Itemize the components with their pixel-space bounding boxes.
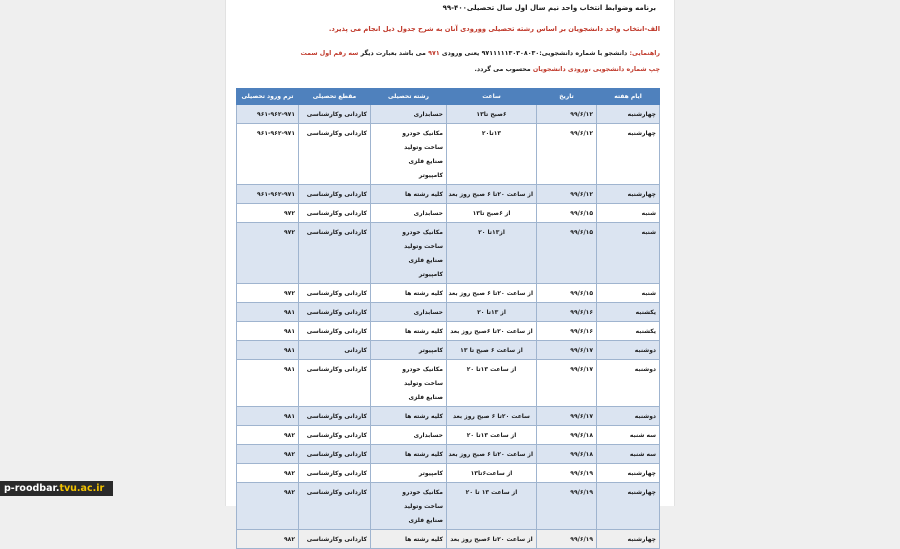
major-line: ساخت وتولید	[404, 243, 443, 250]
table-row	[237, 303, 660, 322]
row-term: ۹۸۲	[237, 530, 299, 549]
document-title: برنامه وضوابط انتخاب واحد نیم سال اول سال تحصیلی۴۰۰-۹۹	[442, 4, 656, 12]
row-date: ۹۹/۶/۱۸	[537, 426, 597, 445]
row-major	[371, 303, 447, 322]
major-line: کلیه رشته ها	[404, 536, 443, 543]
row-day: دوشنبه	[597, 341, 660, 360]
major-line: ساخت وتولید	[404, 503, 443, 510]
row-time: از ۱۳تا ۲۰	[447, 303, 537, 322]
major-line: کامپیوتر	[418, 470, 443, 477]
major-line: حسابداری	[413, 111, 443, 118]
major-line: مکانیک خودرو	[402, 130, 443, 137]
guide-text-1: دانشجو با شماره دانشجویی:۹۷۱۱۱۱۱۳۰۳۰۸۰۳۰ یعنی ورودی	[441, 50, 628, 57]
row-date: ۹۹/۶/۱۹	[537, 464, 597, 483]
major-line: ساخت وتولید	[404, 144, 443, 151]
table-row	[237, 322, 660, 341]
row-major	[371, 445, 447, 464]
row-time: ۶صبح تا۱۳	[447, 105, 537, 124]
row-level: کاردانی وکارشناسی	[299, 303, 371, 322]
row-day: شنبه	[597, 223, 660, 284]
table-row	[237, 464, 660, 483]
row-day: یکشنبه	[597, 322, 660, 341]
row-time: از ساعت۶تا۱۳	[447, 464, 537, 483]
row-date: ۹۹/۶/۱۲	[537, 124, 597, 185]
row-time: از ساعت ۱۳ تا ۲۰	[447, 483, 537, 530]
row-level: کاردانی وکارشناسی	[299, 204, 371, 223]
footer-brand-main: p-roodbar.	[4, 483, 60, 494]
row-level: کاردانی وکارشناسی	[299, 407, 371, 426]
row-term: ۹۷۲	[237, 204, 299, 223]
row-day: شنبه	[597, 284, 660, 303]
guide-highlight-1: ۹۷۱	[428, 50, 440, 57]
row-term: ۹۸۲	[237, 426, 299, 445]
row-date: ۹۹/۶/۱۹	[537, 530, 597, 549]
row-term: ۹۸۱	[237, 341, 299, 360]
guide-label: راهنمایی:	[629, 50, 660, 57]
row-level: کاردانی وکارشناسی	[299, 105, 371, 124]
header-time: ساعت	[447, 89, 537, 105]
row-time: از۱۳تا ۲۰	[447, 223, 537, 284]
table-row	[237, 341, 660, 360]
row-level: کاردانی وکارشناسی	[299, 530, 371, 549]
guide-line-2	[475, 65, 661, 75]
row-time: از ساعت ۱۳تا ۲۰	[447, 426, 537, 445]
row-time: از ساعت ۲۰تا ۶صبح روز بعد	[447, 322, 537, 341]
row-date: ۹۹/۶/۱۵	[537, 204, 597, 223]
table-row	[237, 530, 660, 549]
major-line: مکانیک خودرو	[402, 229, 443, 236]
major-line: کامپیوتر	[418, 172, 443, 179]
row-term: ۹۸۱	[237, 407, 299, 426]
row-major	[371, 483, 447, 530]
row-day: یکشنبه	[597, 303, 660, 322]
major-line: کلیه رشته ها	[404, 191, 443, 198]
major-line: صنایع فلزی	[408, 257, 443, 264]
row-day: چهارشنبه	[597, 483, 660, 530]
row-time: از ساعت ۲۰تا ۶ صبح روز بعد	[447, 284, 537, 303]
row-day: چهارشنبه	[597, 124, 660, 185]
table-row	[237, 124, 660, 185]
row-day: سه شنبه	[597, 426, 660, 445]
row-major	[371, 105, 447, 124]
row-major	[371, 223, 447, 284]
row-time: از ساعت ۶ صبح تا ۱۳	[447, 341, 537, 360]
row-time: از ساعت ۱۳تا ۲۰	[447, 360, 537, 407]
major-line: کامپیوتر	[418, 347, 443, 354]
header-major: رشته تحصیلی	[371, 89, 447, 105]
row-time: از ۶صبح تا۱۳	[447, 204, 537, 223]
section-a-heading: الف-انتخاب واحد دانشجویان بر اساس رشته تحصیلی وورودی آنان به شرح جدول ذیل انجام می پذیرد.	[328, 25, 660, 33]
table-row	[237, 204, 660, 223]
table-row	[237, 185, 660, 204]
row-term: ۹۸۲	[237, 483, 299, 530]
row-level: کاردانی وکارشناسی	[299, 322, 371, 341]
row-major	[371, 360, 447, 407]
major-line: صنایع فلزی	[408, 517, 443, 524]
row-date: ۹۹/۶/۱۷	[537, 341, 597, 360]
major-line: مکانیک خودرو	[402, 366, 443, 373]
major-line: ساخت وتولید	[404, 380, 443, 387]
row-date: ۹۹/۶/۱۹	[537, 483, 597, 530]
row-level: کاردانی وکارشناسی	[299, 284, 371, 303]
row-term: ۹۸۱	[237, 322, 299, 341]
schedule-table	[236, 88, 660, 549]
row-date: ۹۹/۶/۱۵	[537, 284, 597, 303]
row-date: ۹۹/۶/۱۷	[537, 360, 597, 407]
row-date: ۹۹/۶/۱۷	[537, 407, 597, 426]
guide-highlight-3: چپ شماره دانشجویی ،ورودی دانشجویان	[532, 66, 660, 73]
row-major	[371, 530, 447, 549]
row-major	[371, 284, 447, 303]
row-time: ساعت ۲۰تا ۶ صبح روز بعد	[447, 407, 537, 426]
guide-line-1	[300, 49, 660, 59]
major-line: صنایع فلزی	[408, 394, 443, 401]
row-term: ۹۶۱-۹۶۲-۹۷۱	[237, 185, 299, 204]
row-term: ۹۸۱	[237, 360, 299, 407]
schedule-header-row	[237, 89, 660, 105]
row-date: ۹۹/۶/۱۵	[537, 223, 597, 284]
site-footer-badge[interactable]	[0, 481, 113, 496]
guide-highlight-2: سه رقم اول سمت	[300, 50, 359, 57]
row-day: چهارشنبه	[597, 185, 660, 204]
row-day: چهارشنبه	[597, 464, 660, 483]
row-day: شنبه	[597, 204, 660, 223]
table-row	[237, 483, 660, 530]
row-date: ۹۹/۶/۱۲	[537, 105, 597, 124]
row-term: ۹۷۲	[237, 223, 299, 284]
row-date: ۹۹/۶/۱۸	[537, 445, 597, 464]
document-page	[225, 0, 675, 543]
header-level: مقطع تحصیلی	[299, 89, 371, 105]
row-level: کاردانی	[299, 341, 371, 360]
major-line: صنایع فلزی	[408, 158, 443, 165]
major-line: حسابداری	[413, 309, 443, 316]
row-major	[371, 124, 447, 185]
row-term: ۹۶۱-۹۶۲-۹۷۱	[237, 105, 299, 124]
row-day: سه شنبه	[597, 445, 660, 464]
row-major	[371, 185, 447, 204]
row-time: از ساعت ۲۰تا ۶ صبح روز بعد	[447, 445, 537, 464]
table-row	[237, 223, 660, 284]
row-time: از ساعت ۲۰تا ۶صبح روز بعد	[447, 530, 537, 549]
major-line: مکانیک خودرو	[402, 489, 443, 496]
guide-paragraph	[300, 49, 660, 73]
row-term: ۹۶۱-۹۶۲-۹۷۱	[237, 124, 299, 185]
row-day: دوشنبه	[597, 360, 660, 407]
row-time: از ساعت ۲۰تا ۶ صبح روز بعد	[447, 185, 537, 204]
table-row	[237, 360, 660, 407]
row-major	[371, 204, 447, 223]
major-line: حسابداری	[413, 432, 443, 439]
row-term: ۹۸۲	[237, 445, 299, 464]
row-level: کاردانی وکارشناسی	[299, 124, 371, 185]
row-level: کاردانی وکارشناسی	[299, 483, 371, 530]
table-row	[237, 426, 660, 445]
row-level: کاردانی وکارشناسی	[299, 464, 371, 483]
row-major	[371, 464, 447, 483]
row-day: چهارشنبه	[597, 530, 660, 549]
row-level: کاردانی وکارشناسی	[299, 185, 371, 204]
row-level: کاردانی وکارشناسی	[299, 223, 371, 284]
major-line: کلیه رشته ها	[404, 328, 443, 335]
row-major	[371, 322, 447, 341]
row-level: کاردانی وکارشناسی	[299, 360, 371, 407]
major-line: کامپیوتر	[418, 271, 443, 278]
table-row	[237, 407, 660, 426]
row-major	[371, 407, 447, 426]
row-term: ۹۷۲	[237, 284, 299, 303]
row-level: کاردانی وکارشناسی	[299, 445, 371, 464]
footer-brand-accent: tvu.ac.ir	[59, 483, 105, 494]
table-row	[237, 284, 660, 303]
header-term: ترم ورود تحصیلی	[237, 89, 299, 105]
table-row	[237, 105, 660, 124]
row-date: ۹۹/۶/۱۲	[537, 185, 597, 204]
row-day: چهارشنبه	[597, 105, 660, 124]
row-date: ۹۹/۶/۱۶	[537, 322, 597, 341]
row-major	[371, 426, 447, 445]
row-term: ۹۸۱	[237, 303, 299, 322]
row-day: دوشنبه	[597, 407, 660, 426]
row-time: ۱۳تا۲۰	[447, 124, 537, 185]
guide-text-3: محسوب می گردد.	[474, 66, 531, 73]
header-date: تاریخ	[537, 89, 597, 105]
table-row	[237, 445, 660, 464]
major-line: کلیه رشته ها	[404, 451, 443, 458]
major-line: حسابداری	[413, 210, 443, 217]
row-date: ۹۹/۶/۱۶	[537, 303, 597, 322]
row-major	[371, 341, 447, 360]
header-day: ایام هفته	[597, 89, 660, 105]
guide-text-2: می باشد بعبارت دیگر	[360, 50, 426, 57]
row-term: ۹۸۲	[237, 464, 299, 483]
row-level: کاردانی وکارشناسی	[299, 426, 371, 445]
major-line: کلیه رشته ها	[404, 290, 443, 297]
major-line: کلیه رشته ها	[404, 413, 443, 420]
